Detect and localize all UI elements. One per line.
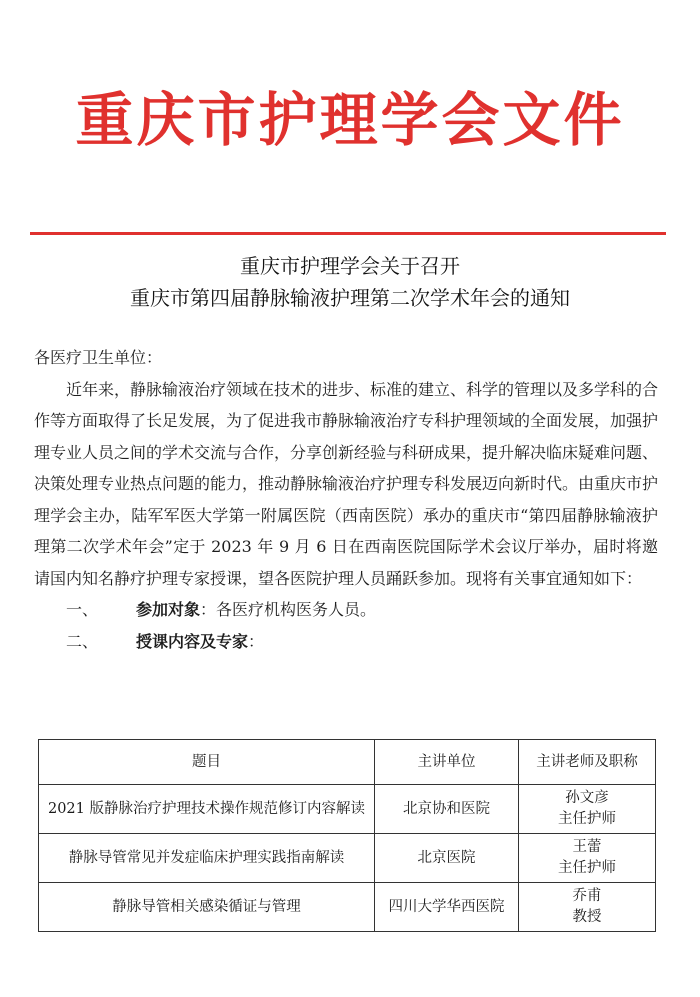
section-value: ：各医疗机构医务人员。 xyxy=(200,600,377,619)
unit-cell: 四川大学华西医院 xyxy=(375,883,519,932)
speaker-title: 教授 xyxy=(572,909,602,925)
table-row xyxy=(39,785,656,834)
lecture-schedule-table xyxy=(38,739,656,932)
speaker-name: 乔甫 xyxy=(572,888,602,904)
speaker-name: 王蕾 xyxy=(572,839,602,855)
section-label: 参加对象 xyxy=(136,600,201,619)
section-number: 二、 xyxy=(66,631,99,651)
speaker-cell xyxy=(519,785,656,834)
header-unit: 主讲单位 xyxy=(375,740,519,785)
section-lectures xyxy=(34,626,658,658)
speaker-cell xyxy=(519,883,656,932)
masthead-title: 重庆市护理学会文件 xyxy=(75,86,625,154)
table-row xyxy=(39,883,656,932)
section-value: ： xyxy=(248,631,265,651)
topic-cell: 静脉导管常见并发症临床护理实践指南解读 xyxy=(39,834,375,883)
section-label: 授课内容及专家 xyxy=(136,631,249,651)
topic-cell: 静脉导管相关感染循证与管理 xyxy=(39,883,375,932)
table-row xyxy=(39,834,656,883)
notice-title-line-2: 重庆市第四届静脉输液护理第二次学术年会的通知 xyxy=(130,286,570,310)
header-speaker: 主讲老师及职称 xyxy=(519,740,656,785)
salutation: 各医疗卫生单位： xyxy=(34,348,163,367)
speaker-name: 孙文彦 xyxy=(565,790,609,806)
table-header-row xyxy=(39,740,656,785)
notice-title-line-1: 重庆市护理学会关于召开 xyxy=(240,254,460,278)
section-participants xyxy=(34,594,658,626)
header-topic: 题目 xyxy=(39,740,375,785)
speaker-title: 主任护师 xyxy=(558,811,616,827)
red-divider-line xyxy=(30,232,666,235)
speaker-title: 主任护师 xyxy=(558,860,616,876)
speaker-cell xyxy=(519,834,656,883)
topic-cell: 2021 版静脉治疗护理技术操作规范修订内容解读 xyxy=(39,785,375,834)
unit-cell: 北京医院 xyxy=(375,834,519,883)
intro-paragraph: 近年来，静脉输液治疗领域在技术的进步、标准的建立、科学的管理以及多学科的合作等方面取得了长足发展，为了促进我市静脉输液治疗专科护理领域的全面发展，加强护理专业人员之间的学术交流与合作，分享创新经验与科研成果，提升解决临床疑难问题、决策处理专业热点问题的能力，推动静脉输液治疗护理专科发展迈向新时代。由重庆市护理学会主办，陆军军医大学第一附属医院（西南医院）承办的重庆市“第四届静脉输液护理第二次学术年会”定于 2023 年 9 月 6 日在西南医院国际学术会议厅举办，届时将邀请国内知名静疗护理专家授课，望各医院护理人员踊跃参加。现将有关事宜通知如下： xyxy=(34,379,659,588)
notice-body xyxy=(34,342,658,657)
unit-cell: 北京协和医院 xyxy=(375,785,519,834)
section-number: 一、 xyxy=(66,600,99,619)
